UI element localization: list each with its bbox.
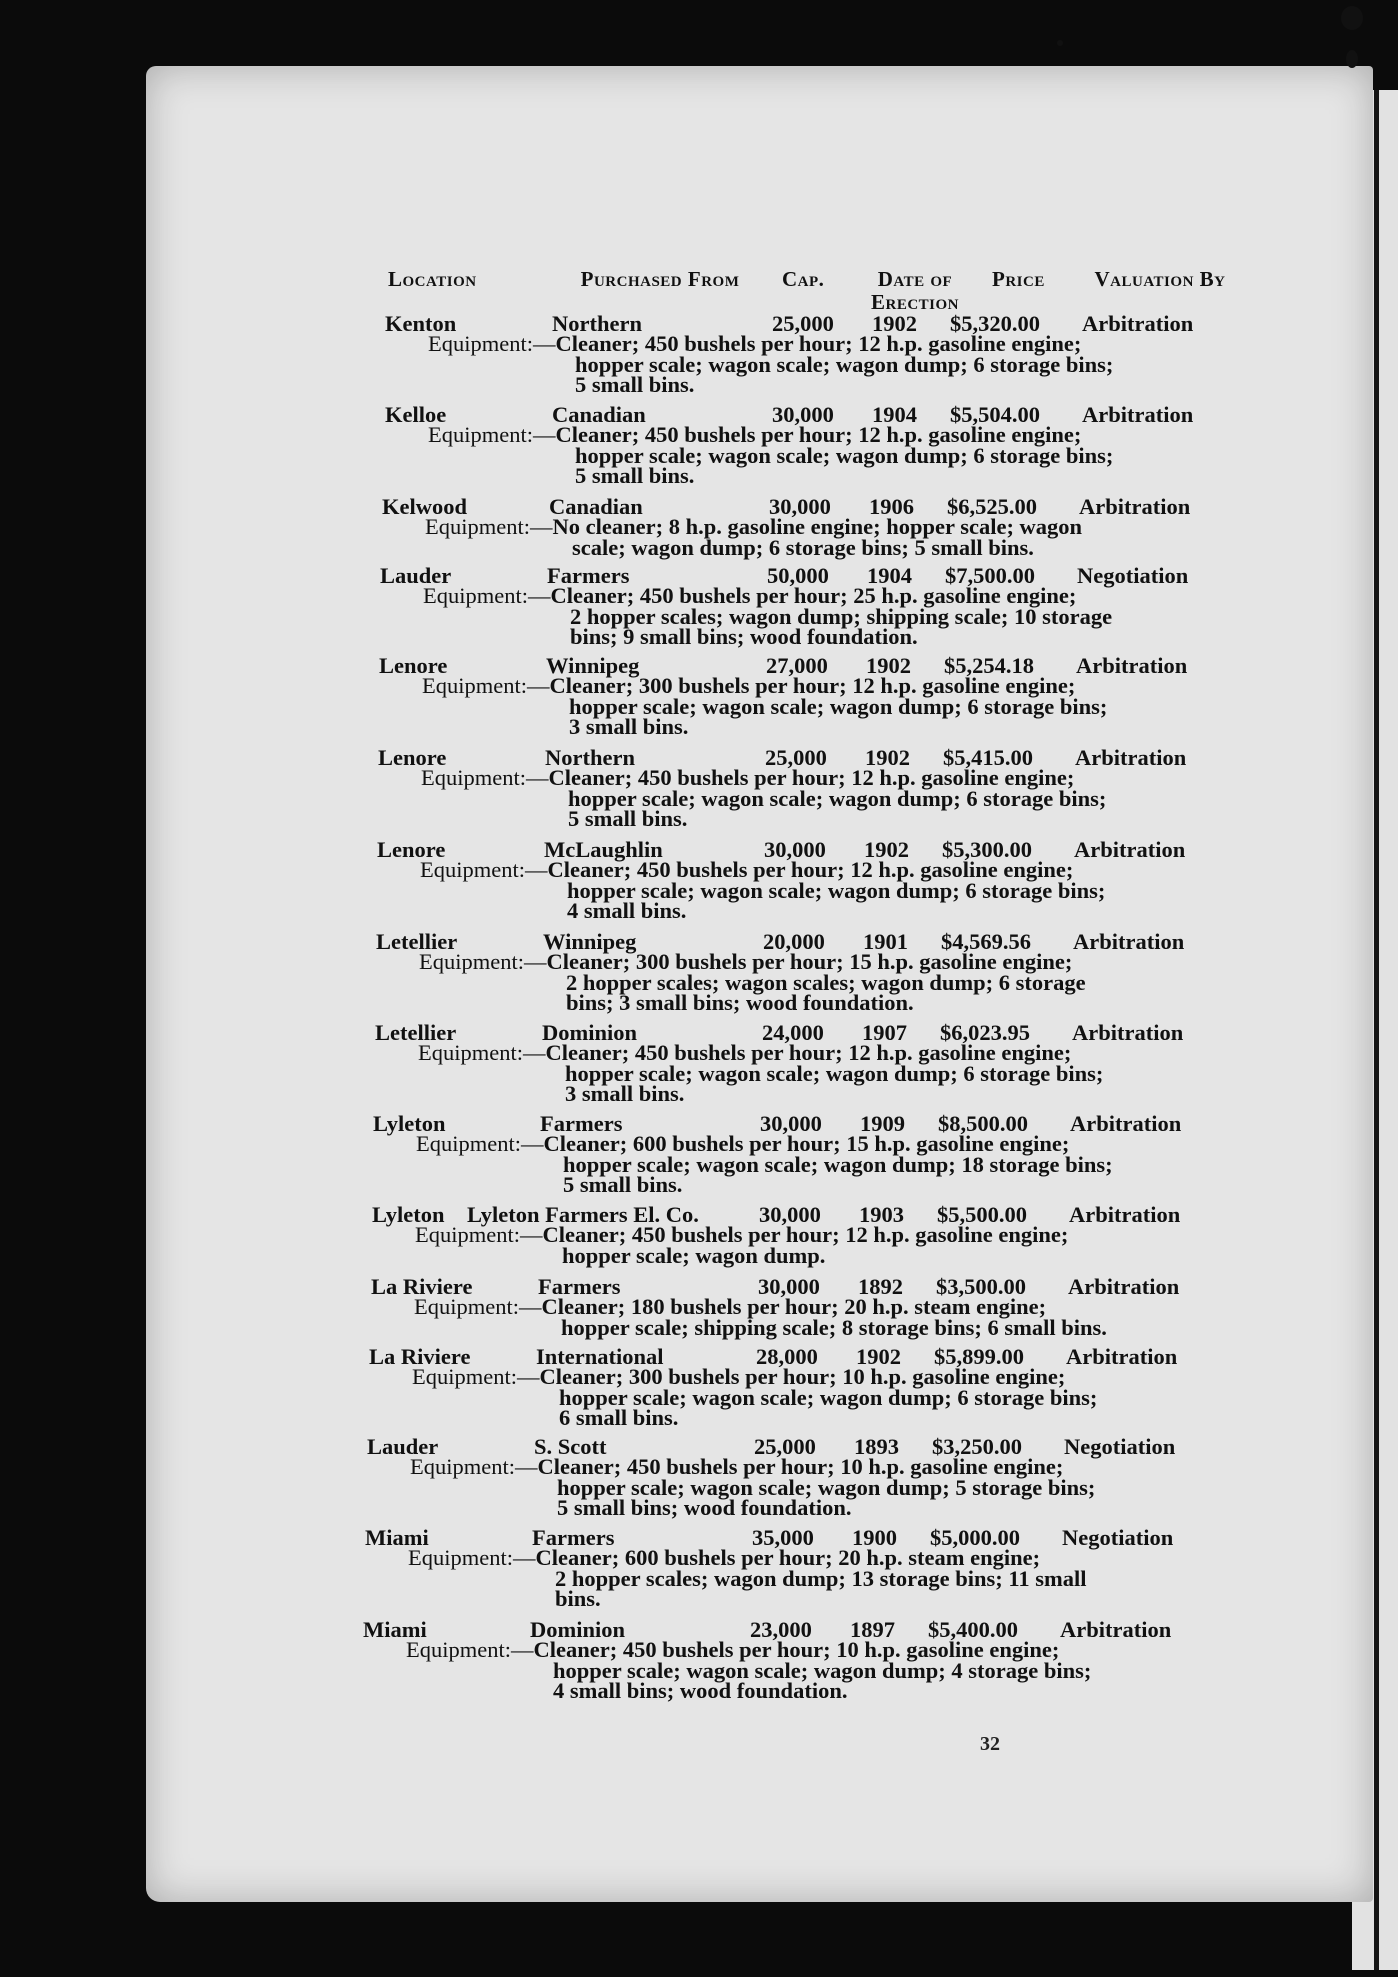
list-item xyxy=(212,1434,1212,1520)
equipment-label: Equipment:— xyxy=(416,1131,544,1156)
entry-purchased-from: Winnipeg xyxy=(546,653,640,678)
entry-location: Lenore xyxy=(378,745,447,770)
header-purchased-from: Purchased From xyxy=(580,267,740,291)
entry-price: $5,000.00 xyxy=(930,1525,1020,1550)
entry-capacity: 24,000 xyxy=(762,1020,824,1045)
entry-valuation: Arbitration xyxy=(1074,837,1186,862)
entry-valuation: Negotiation xyxy=(1077,563,1189,588)
equipment-description: 2 hopper scales; wagon scales; wagon dump; 6 storage xyxy=(566,969,1086,995)
entry-purchased-from: Canadian xyxy=(552,402,646,427)
entry-date-of-erection: 1902 xyxy=(872,311,917,336)
list-item xyxy=(223,745,1223,831)
entry-price: $3,500.00 xyxy=(936,1274,1026,1299)
list-item xyxy=(220,1020,1220,1106)
equipment-label: Equipment:— xyxy=(415,1222,543,1247)
equipment-description: hopper scale; wagon scale; wagon dump; 4 storage bins; xyxy=(553,1657,1092,1683)
equipment-label: Equipment:— xyxy=(412,1364,540,1389)
equipment-description: 4 small bins. xyxy=(567,898,687,923)
entry-valuation: Arbitration xyxy=(1070,1111,1182,1136)
list-item xyxy=(210,1525,1210,1611)
equipment-label: Equipment:— xyxy=(428,422,556,447)
entry-location: Lenore xyxy=(377,837,446,862)
entry-capacity: 30,000 xyxy=(760,1111,822,1136)
entry-valuation: Negotiation xyxy=(1064,1434,1176,1459)
entry-purchased-from: Farmers xyxy=(540,1111,623,1136)
equipment-description: scale; wagon dump; 6 storage bins; 5 small bins. xyxy=(572,534,1034,560)
entry-capacity: 50,000 xyxy=(767,563,829,588)
entry-valuation: Arbitration xyxy=(1076,653,1188,678)
equipment-description: hopper scale; wagon scale; wagon dump; 18 storage bins; xyxy=(563,1151,1113,1177)
entry-capacity: 30,000 xyxy=(769,494,831,519)
equipment-description: 5 small bins. xyxy=(563,1172,683,1197)
entry-purchased-from: Dominion xyxy=(542,1020,638,1045)
equipment-description: hopper scale; wagon dump. xyxy=(562,1242,826,1268)
entry-location: Lauder xyxy=(380,563,452,588)
entry-valuation: Arbitration xyxy=(1079,494,1191,519)
entry-capacity: 28,000 xyxy=(756,1344,818,1369)
entry-capacity: 20,000 xyxy=(763,929,825,954)
equipment-description: Cleaner; 450 bushels per hour; 12 h.p. gasoline engine; xyxy=(547,857,1074,882)
equipment-description: Cleaner; 450 bushels per hour; 10 h.p. gasoline engine; xyxy=(537,1454,1064,1479)
equipment-description: bins; 9 small bins; wood foundation. xyxy=(570,624,918,649)
entry-price: $8,500.00 xyxy=(938,1111,1028,1136)
list-item xyxy=(225,563,1225,649)
entry-purchased-from: Farmers xyxy=(547,563,630,588)
list-item xyxy=(217,1202,1217,1268)
entry-purchased-from: Farmers xyxy=(538,1274,621,1299)
equipment-description: Cleaner; 300 bushels per hour; 12 h.p. gasoline engine; xyxy=(549,673,1076,698)
entry-price: $5,500.00 xyxy=(937,1202,1027,1227)
equipment-description: bins. xyxy=(555,1586,601,1611)
equipment-description: Cleaner; 600 bushels per hour; 15 h.p. gasoline engine; xyxy=(543,1131,1070,1156)
equipment-label: Equipment:— xyxy=(428,331,556,356)
entry-location: Kelwood xyxy=(382,494,468,519)
entry-date-of-erection: 1900 xyxy=(852,1525,897,1550)
equipment-description: hopper scale; wagon scale; wagon dump; 6 storage bins; xyxy=(567,877,1106,903)
entry-location: Lyleton xyxy=(372,1202,445,1227)
entry-date-of-erection: 1904 xyxy=(872,402,917,427)
equipment-description: hopper scale; wagon scale; wagon dump; 6 storage bins; xyxy=(575,351,1114,377)
scan-speck xyxy=(1057,40,1063,46)
entry-valuation: Arbitration xyxy=(1069,1202,1181,1227)
entry-date-of-erection: 1893 xyxy=(854,1434,899,1459)
equipment-description: 2 hopper scales; wagon dump; 13 storage bins; 11 small xyxy=(555,1565,1087,1591)
entry-capacity: 25,000 xyxy=(765,745,827,770)
entry-location: Kelloe xyxy=(385,402,447,427)
entry-price: $5,254.18 xyxy=(944,653,1034,678)
list-item xyxy=(224,653,1224,739)
entry-date-of-erection: 1902 xyxy=(865,745,910,770)
entry-capacity: 30,000 xyxy=(758,1274,820,1299)
entry-price: $5,320.00 xyxy=(950,311,1040,336)
scan-speck xyxy=(1346,50,1358,68)
entry-date-of-erection: 1902 xyxy=(864,837,909,862)
equipment-description: Cleaner; 450 bushels per hour; 12 h.p. gasoline engine; xyxy=(545,1040,1072,1065)
entry-valuation: Arbitration xyxy=(1066,1344,1178,1369)
page-number: 32 xyxy=(980,1733,1000,1755)
equipment-description: Cleaner; 180 bushels per hour; 20 h.p. steam engine; xyxy=(541,1294,1047,1319)
header-valuation-by: Valuation By xyxy=(1094,267,1226,291)
entry-price: $5,899.00 xyxy=(934,1344,1024,1369)
entry-location: Miami xyxy=(363,1617,427,1642)
entry-capacity: 30,000 xyxy=(772,402,834,427)
entry-price: $6,023.95 xyxy=(940,1020,1030,1045)
entry-purchased-from: Northern xyxy=(552,311,642,336)
entry-valuation: Arbitration xyxy=(1068,1274,1180,1299)
entry-price: $5,504.00 xyxy=(950,402,1040,427)
entry-date-of-erection: 1902 xyxy=(866,653,911,678)
entry-location: Kenton xyxy=(385,311,457,336)
entry-valuation: Arbitration xyxy=(1082,311,1194,336)
equipment-description: hopper scale; wagon scale; wagon dump; 6 storage bins; xyxy=(568,785,1107,811)
equipment-description: 3 small bins. xyxy=(565,1081,685,1106)
equipment-label: Equipment:— xyxy=(420,857,548,882)
entry-valuation: Arbitration xyxy=(1075,745,1187,770)
equipment-label: Equipment:— xyxy=(414,1294,542,1319)
entry-price: $5,415.00 xyxy=(943,745,1033,770)
entry-location: La Riviere xyxy=(369,1344,471,1369)
equipment-label: Equipment:— xyxy=(425,514,553,539)
list-item xyxy=(218,1111,1218,1197)
equipment-description: Cleaner; 450 bushels per hour; 10 h.p. gasoline engine; xyxy=(533,1637,1060,1662)
entry-valuation: Arbitration xyxy=(1082,402,1194,427)
equipment-label: Equipment:— xyxy=(423,583,551,608)
entry-date-of-erection: 1909 xyxy=(860,1111,905,1136)
list-item xyxy=(221,929,1221,1015)
entry-date-of-erection: 1897 xyxy=(850,1617,895,1642)
header-date-of-erection: Date of Erection xyxy=(870,267,960,314)
entry-location: Lenore xyxy=(379,653,448,678)
entry-capacity: 30,000 xyxy=(759,1202,821,1227)
equipment-description: 5 small bins. xyxy=(575,372,695,397)
entry-purchased-from: Canadian xyxy=(549,494,643,519)
equipment-description: Cleaner; 450 bushels per hour; 25 h.p. gasoline engine; xyxy=(550,583,1077,608)
equipment-label: Equipment:— xyxy=(410,1454,538,1479)
entry-capacity: 30,000 xyxy=(764,837,826,862)
entry-date-of-erection: 1904 xyxy=(867,563,912,588)
entry-date-of-erection: 1902 xyxy=(856,1344,901,1369)
entry-location: Lyleton xyxy=(373,1111,446,1136)
list-item xyxy=(214,1344,1214,1430)
equipment-description: hopper scale; wagon scale; wagon dump; 6 storage bins; xyxy=(559,1384,1098,1410)
entry-location: Letellier xyxy=(376,929,458,954)
entry-date-of-erection: 1901 xyxy=(863,929,908,954)
equipment-label: Equipment:— xyxy=(406,1637,534,1662)
list-item xyxy=(230,311,1230,397)
entry-capacity: 25,000 xyxy=(772,311,834,336)
entry-purchased-from: S. Scott xyxy=(534,1434,607,1459)
entry-date-of-erection: 1906 xyxy=(869,494,914,519)
equipment-description: hopper scale; wagon scale; wagon dump; 6 storage bins; xyxy=(575,442,1114,468)
entry-price: $3,250.00 xyxy=(932,1434,1022,1459)
entry-valuation: Arbitration xyxy=(1060,1617,1172,1642)
equipment-description: 5 small bins. xyxy=(575,463,695,488)
equipment-description: No cleaner; 8 h.p. gasoline engine; hopper scale; wagon xyxy=(552,514,1083,539)
equipment-description: 5 small bins. xyxy=(568,806,688,831)
entry-date-of-erection: 1892 xyxy=(858,1274,903,1299)
entry-valuation: Arbitration xyxy=(1073,929,1185,954)
equipment-label: Equipment:— xyxy=(419,949,547,974)
entry-location: Letellier xyxy=(375,1020,457,1045)
equipment-description: 2 hopper scales; wagon dump; shipping scale; 10 storage xyxy=(570,603,1113,629)
entry-purchased-from: Northern xyxy=(545,745,635,770)
entry-valuation: Arbitration xyxy=(1072,1020,1184,1045)
equipment-description: Cleaner; 300 bushels per hour; 10 h.p. gasoline engine; xyxy=(539,1364,1066,1389)
equipment-description: 5 small bins; wood foundation. xyxy=(557,1495,852,1520)
equipment-description: 6 small bins. xyxy=(559,1405,679,1430)
entry-price: $5,300.00 xyxy=(942,837,1032,862)
equipment-description: hopper scale; wagon scale; wagon dump; 6 storage bins; xyxy=(565,1060,1104,1086)
equipment-description: Cleaner; 450 bushels per hour; 12 h.p. gasoline engine; xyxy=(555,422,1082,447)
equipment-description: hopper scale; wagon scale; wagon dump; 5 storage bins; xyxy=(557,1474,1096,1500)
equipment-label: Equipment:— xyxy=(408,1545,536,1570)
equipment-description: 3 small bins. xyxy=(569,714,689,739)
entry-price: $4,569.56 xyxy=(941,929,1031,954)
equipment-description: hopper scale; wagon scale; wagon dump; 6 storage bins; xyxy=(569,693,1108,719)
equipment-description: Cleaner; 450 bushels per hour; 12 h.p. gasoline engine; xyxy=(555,331,1082,356)
entry-location: Miami xyxy=(365,1525,429,1550)
entry-price: $7,500.00 xyxy=(945,563,1035,588)
entry-location: La Riviere xyxy=(371,1274,473,1299)
entry-purchased-from: McLaughlin xyxy=(544,837,663,862)
entry-price: $6,525.00 xyxy=(947,494,1037,519)
header-location: Location xyxy=(388,267,477,291)
equipment-description: bins; 3 small bins; wood foundation. xyxy=(566,990,914,1015)
entry-purchased-from: Farmers xyxy=(532,1525,615,1550)
entry-valuation: Negotiation xyxy=(1062,1525,1174,1550)
equipment-description: Cleaner; 600 bushels per hour; 20 h.p. steam engine; xyxy=(535,1545,1041,1570)
header-cap: Cap. xyxy=(782,267,825,291)
list-item xyxy=(227,494,1227,560)
entry-capacity: 27,000 xyxy=(766,653,828,678)
entry-date-of-erection: 1903 xyxy=(859,1202,904,1227)
entry-purchased-from: Winnipeg xyxy=(543,929,637,954)
equipment-label: Equipment:— xyxy=(422,673,550,698)
entry-capacity: 23,000 xyxy=(750,1617,812,1642)
entry-purchased-from: Lyleton Farmers El. Co. xyxy=(467,1202,699,1227)
scan-speck xyxy=(1341,6,1363,30)
header-price: Price xyxy=(992,267,1045,291)
entry-capacity: 25,000 xyxy=(754,1434,816,1459)
entry-capacity: 35,000 xyxy=(752,1525,814,1550)
equipment-description: Cleaner; 450 bushels per hour; 12 h.p. gasoline engine; xyxy=(548,765,1075,790)
entry-purchased-from: International xyxy=(536,1344,664,1369)
list-item xyxy=(216,1274,1216,1340)
equipment-description: Cleaner; 450 bushels per hour; 12 h.p. gasoline engine; xyxy=(542,1222,1069,1247)
list-item xyxy=(208,1617,1208,1703)
equipment-description: Cleaner; 300 bushels per hour; 15 h.p. gasoline engine; xyxy=(546,949,1073,974)
list-item xyxy=(222,837,1222,923)
equipment-description: hopper scale; shipping scale; 8 storage bins; 6 small bins. xyxy=(561,1314,1107,1340)
equipment-label: Equipment:— xyxy=(421,765,549,790)
entry-location: Lauder xyxy=(367,1434,439,1459)
equipment-label: Equipment:— xyxy=(418,1040,546,1065)
list-item xyxy=(230,402,1230,488)
equipment-description: 4 small bins; wood foundation. xyxy=(553,1678,848,1703)
entry-purchased-from: Dominion xyxy=(530,1617,626,1642)
entry-date-of-erection: 1907 xyxy=(862,1020,907,1045)
entry-price: $5,400.00 xyxy=(928,1617,1018,1642)
